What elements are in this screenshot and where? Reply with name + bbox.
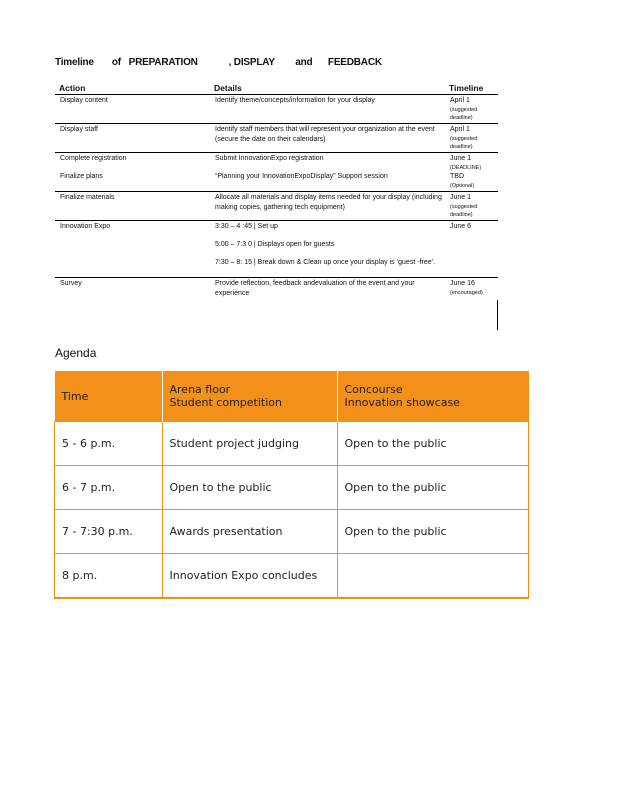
table-row [55,466,529,510]
agenda-heading: Agenda [55,346,97,360]
date: TBD [450,173,464,180]
time-cell: 6 - 7 p.m. [55,466,163,510]
table-row [55,278,498,301]
arena-header-line2: Student competition [169,396,282,409]
arena-cell: Open to the public [162,466,337,510]
action-cell: Display content [55,95,210,124]
details-cell [210,221,445,278]
concourse-cell: Open to the public [337,510,529,554]
date: April 1 [450,126,470,133]
arena-header [162,371,337,422]
details-text: 5:00 – 7:3 0 | Displays open for guests [215,241,335,248]
date: June 16 [450,280,475,287]
time-cell: 7 - 7:30 p.m. [55,510,163,554]
date-note: (suggested deadline) [450,204,478,218]
table-divider [497,300,498,330]
details-text: Submit InnovationExpo registration [215,155,324,162]
table-row [55,422,529,466]
date-note: (DEADLINE) [450,165,482,171]
concourse-header-line1: Concourse [344,383,403,396]
date: April 1 [450,97,470,104]
timeline-cell [445,124,498,153]
details-text: 3:30 – 4 :45 | Set up [215,223,278,230]
table-row [55,192,498,221]
timeline-title: Timeline of PREPARATION , DISPLAY and FEEDBACK [55,57,382,68]
timeline-cell: June 6 [445,221,498,278]
action-cell: Display staff [55,124,210,153]
date: June 1 [450,155,472,162]
arena-cell: Innovation Expo concludes [162,554,337,599]
timeline-header: Timeline [445,82,498,95]
details-text: 7:30 – 8: 15 | Break down & Clean up once your display is ‘guest -free’. [215,259,436,266]
time-cell: 5 - 6 p.m. [55,422,163,466]
action-cell: Innovation Expo [55,221,210,278]
table-row [55,153,498,192]
agenda-table [54,371,529,599]
details-cell: Provide reflection, feedback andevaluation of the event and your experience [215,280,415,297]
table-row [55,221,498,278]
details-text: “Planning your InnovationExpoDisplay” Support session [215,173,388,180]
date-note: (suggested deadline) [450,107,478,121]
action-header: Action [55,82,210,95]
table-row [55,124,498,153]
date-note: (Optional) [450,183,475,189]
details-cell: Identify theme/concepts/information for your display [210,95,445,124]
action-text: Finalize plans [60,173,103,180]
timeline-cell [445,192,498,221]
agenda-header-row [55,371,529,422]
concourse-header [337,371,529,422]
timeline-cell [445,278,498,301]
action-cell: Survey [60,280,82,287]
details-cell: Identify staff members that will represent your organization at the event (secure the date on their calendars) [210,124,445,153]
time-header: Time [55,371,163,422]
table-row [55,95,498,124]
concourse-header-line2: Innovation showcase [344,396,460,409]
arena-cell: Awards presentation [162,510,337,554]
arena-header-line1: Arena floor [169,383,231,396]
action-text: Complete registration [60,155,127,162]
concourse-cell: Open to the public [337,422,529,466]
date: June 1 [450,194,472,201]
action-cell: Finalize materials [55,192,210,221]
action-cell [55,153,210,192]
concourse-cell: Open to the public [337,466,529,510]
date-note: (suggested deadline) [450,136,478,150]
table-row [55,554,529,599]
details-cell [210,153,445,192]
table-row [55,510,529,554]
date-note: (encouraged) [450,290,483,296]
timeline-header-row [55,82,498,95]
timeline-cell [445,153,498,192]
timeline-cell [445,95,498,124]
time-cell: 8 p.m. [55,554,163,599]
details-header: Details [210,82,445,95]
timeline-table [55,82,498,300]
arena-cell: Student project judging [162,422,337,466]
details-cell: Allocate all materials and display items needed for your display (including making copies, gathering tech equipment) [210,192,445,221]
concourse-cell [337,554,529,599]
